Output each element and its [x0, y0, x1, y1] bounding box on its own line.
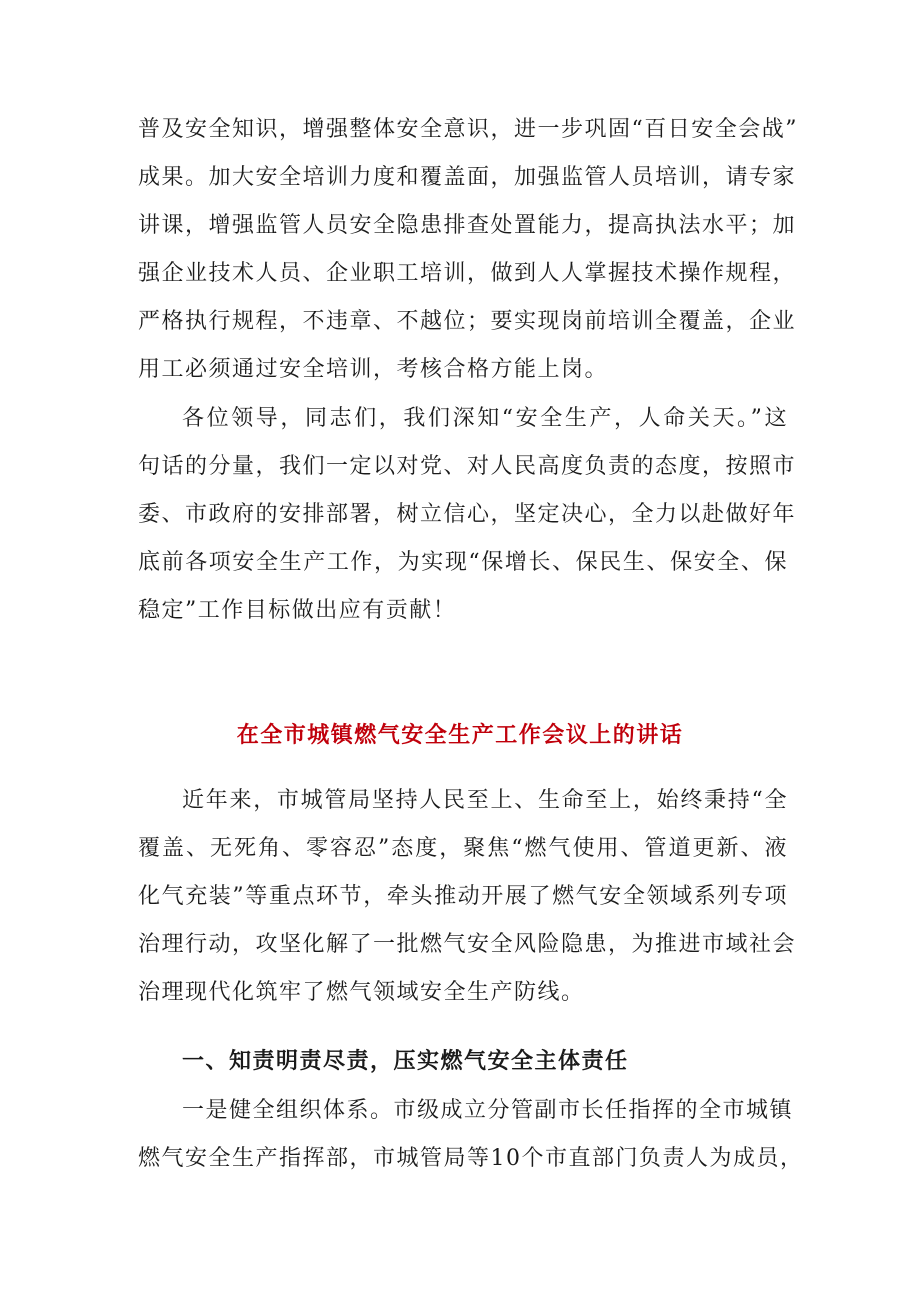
- text-line: 讲课，增强监管人员安全隐患排查处置能力，提高执法水平；加: [138, 213, 797, 238]
- text-line: 用工必须通过安全培训，考核合格方能上岗。: [138, 357, 609, 382]
- paragraph-organization-system: [138, 1087, 804, 1183]
- text-line: 普及安全知识，增强整体安全意识，进一步巩固“百日安全会战”: [138, 117, 798, 142]
- text-line: 治理行动，攻坚化解了一批燃气安全风险隐患，为推进市域社会: [138, 932, 797, 957]
- text-line: 覆盖、无死角、零容忍”态度，聚焦“燃气使用、管道更新、液: [138, 836, 788, 861]
- section-heading: 一、知责明责尽责，压实燃气安全主体责任: [182, 1049, 629, 1074]
- paragraph-introduction: [138, 777, 797, 1017]
- text-line: 治理现代化筑牢了燃气领域安全生产防线。: [138, 980, 585, 1005]
- paragraph-closing-remarks: [138, 395, 797, 635]
- text-line: 燃气安全生产指挥部，市城管局等10个市直部门负责人为成员，: [138, 1146, 804, 1171]
- speech-title: 在全市城镇燃气安全生产工作会议上的讲话: [236, 723, 684, 748]
- text-line: 底前各项安全生产工作，为实现“保增长、保民生、保安全、保: [138, 550, 788, 575]
- text-line: 严格执行规程，不违章、不越位；要实现岗前培训全覆盖，企业: [138, 309, 797, 334]
- text-line: 近年来，市城管局坚持人民至上、生命至上，始终秉持“全: [182, 788, 788, 813]
- text-line: 稳定”工作目标做出应有贡献！: [138, 598, 457, 623]
- text-line: 化气充装”等重点环节，牵头推动开展了燃气安全领域系列专项: [138, 884, 788, 909]
- text-line: 强企业技术人员、企业职工培训，做到人人掌握技术操作规程，: [138, 261, 797, 286]
- text-line: 各位领导，同志们，我们深知“安全生产，人命关天。”这: [182, 406, 788, 431]
- text-line: 委、市政府的安排部署，树立信心，坚定决心，全力以赴做好年: [138, 502, 797, 527]
- text-line: 成果。加大安全培训力度和覆盖面，加强监管人员培训，请专家: [138, 165, 797, 190]
- text-line: 句话的分量，我们一定以对党、对人民高度负责的态度，按照市: [138, 454, 797, 479]
- paragraph-safety-training: [138, 106, 798, 394]
- text-line: 一是健全组织体系。市级成立分管副市长任指挥的全市城镇: [182, 1098, 794, 1123]
